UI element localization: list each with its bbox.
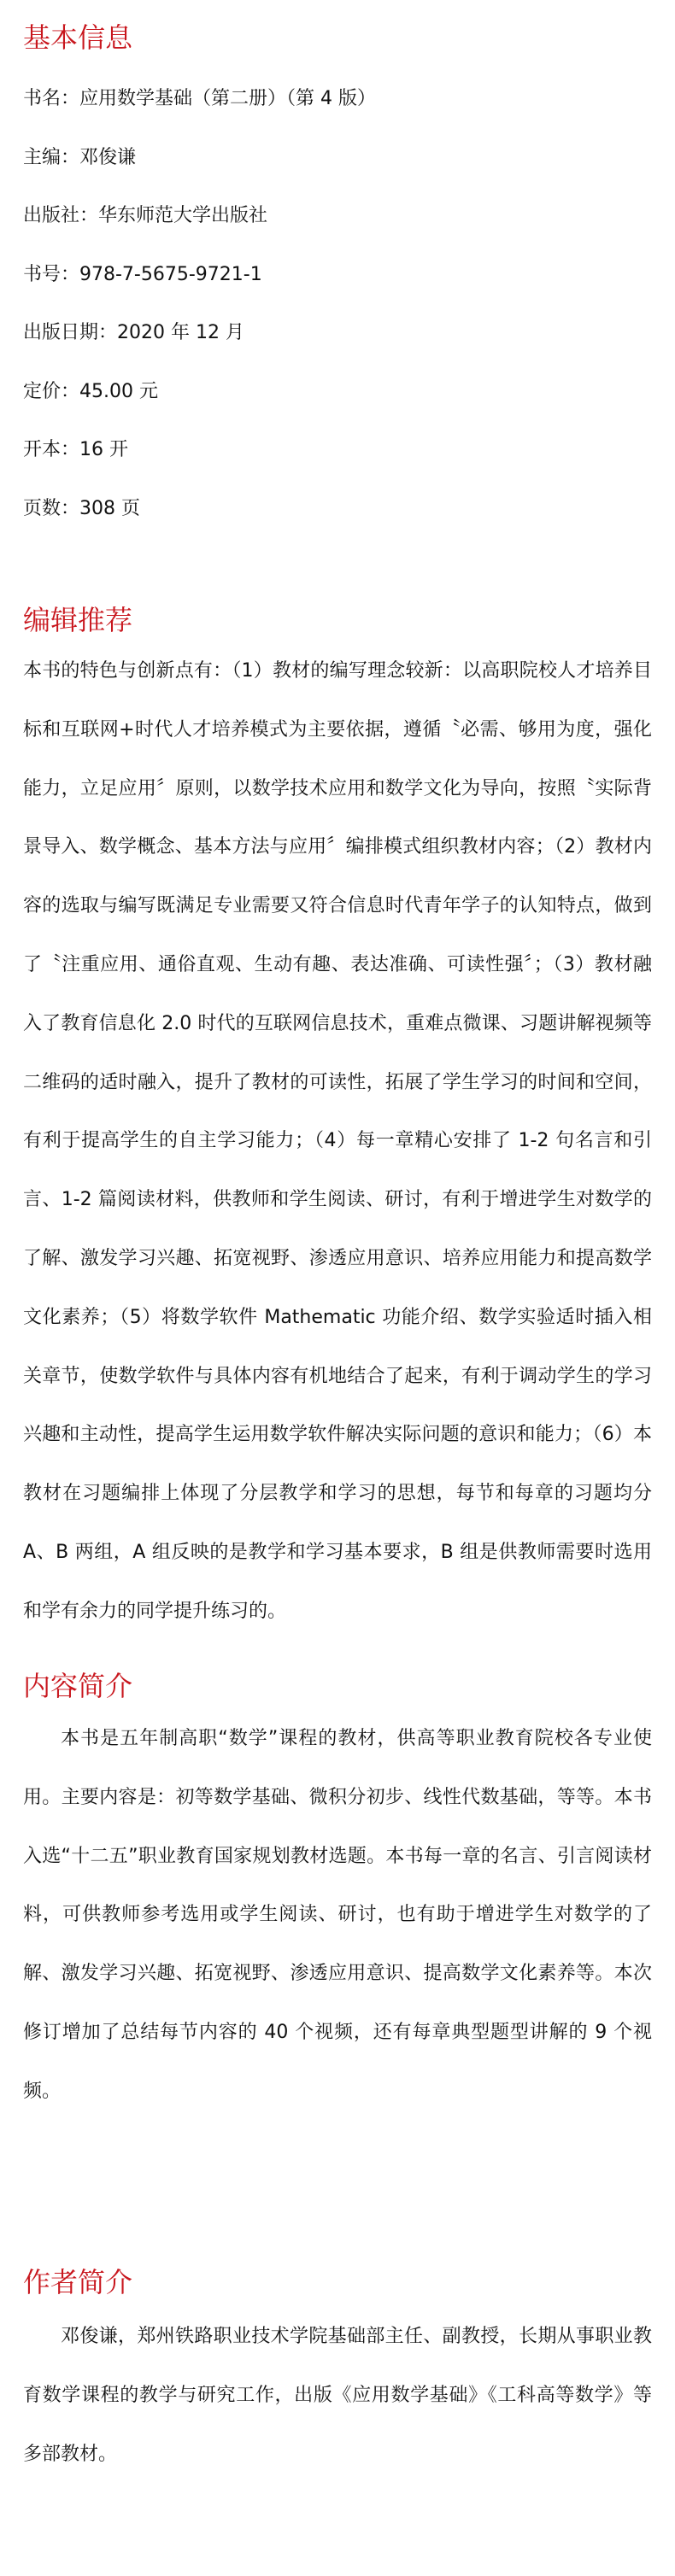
author-intro-text: 邓俊谦，郑州铁路职业技术学院基础部主任、副教授，长期从事职业教育数学课程的教学与研究工作，出版《应用数学基础》《工科高等数学》等多部教材。: [23, 2326, 652, 2465]
info-line-publisher: 出版社：华东师范大学出版社: [23, 205, 268, 226]
editor-recommendation-text: 本书的特色与创新点有：（1）教材的编写理念较新：以高职院校人才培养目标和互联网+时代人才培养模式为主要依据，遵循〝必需、够用为度，强化能力，立足应用〞原则，以数学技术应用和数学文化为导向，按照〝实际背景导入、数学概念、基本方法与应用〞编排模式组织教材内容；（2）教材内容的选取与编写既满足专业需要又符合信息时代青年学子的认知特点，做到了〝注重应用、通俗直观、生动有趣、表达准确、可读性强〞；（3）教材融入了教育信息化 2.0 时代的互联网信息技术，重难点微课、习题讲解视频等二维码的适时融入，提升了教材的可读性，拓展了学生学习的时间和空间，有利于提高学生的自主学习能力；（4）每一章精心安排了 1-2 句名言和引言、1-2 篇阅读材料，供教师和学生阅读、研讨，有利于增进学生对数学的了解、激发学习兴趣、拓宽视野、渗透应用意识、培养应用能力和提高数学文化素养；（5）将数学软件 Mathematic 功能介绍、数学实验适时插入相关章节，使数学软件与具体内容有机地结合了起来，有利于调动学生的学习兴趣和主动性，提高学生运用数学软件解决实际问题的意识和能力；（6）本教材在习题编排上体现了分层教学和学习的思想，每节和每章的习题均分 A、B 两组，A 组反映的是教学和学习基本要求，B 组是供教师需要时选用和学有余力的同学提升练习的。: [23, 660, 652, 1622]
basic-info-section: [23, 19, 652, 538]
info-line-price: 定价：45.00 元: [23, 380, 158, 402]
content-intro-section: [23, 1667, 652, 2122]
info-line-isbn: 书号：978-7-5675-9721-1: [23, 263, 262, 285]
content-intro-text: 本书是五年制高职“数学”课程的教材，供高等职业教育院校各专业使用。主要内容是：初等数学基础、微积分初步、线性代数基础，等等。本书入选“十二五”职业教育国家规划教材选题。本书每一章的名言、引言阅读材料，可供教师参考选用或学生阅读、研讨，也有助于增进学生对数学的了解、激发学习兴趣、拓宽视野、渗透应用意识、提高数学文化素养等。本次修订增加了总结每节内容的 40 个视频，还有每章典型题型讲解的 9 个视频。: [23, 1728, 652, 2102]
section-heading-content-intro: 内容简介: [23, 1670, 133, 1702]
editor-recommendation-section: [23, 601, 652, 1642]
info-line-publish-date: 出版日期：2020 年 12 月: [23, 322, 244, 343]
section-heading-basic-info: 基本信息: [23, 21, 133, 54]
section-heading-author-intro: 作者简介: [23, 2266, 133, 2298]
section-heading-editor-recommendation: 编辑推荐: [23, 604, 133, 636]
author-intro-section: [23, 2263, 652, 2484]
info-line-pages: 页数：308 页: [23, 497, 140, 519]
basic-info-list: [23, 70, 652, 538]
info-line-editor: 主编：邓俊谦: [23, 146, 137, 168]
info-line-format: 开本：16 开: [23, 439, 128, 460]
info-line-title: 书名：应用数学基础（第二册）（第 4 版）: [23, 88, 376, 109]
